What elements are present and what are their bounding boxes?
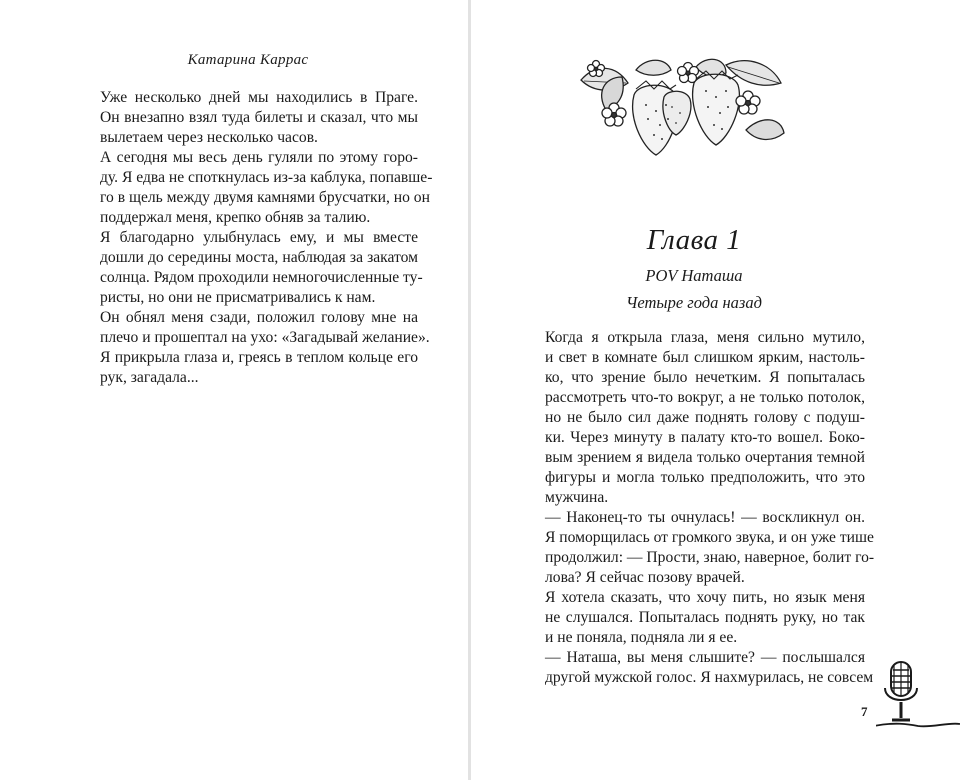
text-line: плечо и прошептал на ухо: «Загадывай желание». [100, 329, 430, 346]
text-line: Я прикрыла глаза и, греясь в теплом кольце его [100, 349, 418, 366]
right-page-text [523, 328, 875, 688]
text-line: рассмотреть что-то вокруг, а не только потолок, [545, 389, 865, 406]
text-line: Уже несколько дней мы находились в Праге. [100, 89, 418, 106]
paragraph [78, 148, 433, 228]
chapter-subtitle-time: Четыре года назад [626, 293, 762, 312]
paragraph [523, 648, 874, 688]
paragraph [78, 228, 423, 308]
text-line: Я хотела сказать, что хочу пить, но язык меня [545, 589, 865, 606]
text-line: но не было сил даже поднять голову с подуш- [545, 409, 865, 426]
text-line: ристы, но они не присматривались к нам. [100, 289, 376, 306]
text-line: и свет в комнате был слишком ярким, настоль- [545, 349, 865, 366]
paragraph [78, 88, 418, 148]
text-line: не слушался. Попыталась поднять руку, но так [545, 609, 865, 626]
text-line: вым зрением я видела только очертания темной [545, 449, 865, 466]
strawberry-ornament-icon [576, 55, 786, 165]
paragraph [523, 328, 865, 508]
text-line: Он внезапно взял туда билеты и сказал, что мы [100, 109, 418, 126]
text-line: Я поморщилась от громкого звука, и он уже тише [545, 529, 874, 546]
paragraph [78, 308, 430, 388]
text-line: — Наташа, вы меня слышите? — послышался [545, 649, 865, 666]
left-page-text [78, 88, 433, 388]
text-line: рук, загадала... [100, 369, 199, 386]
text-line: Он обнял меня сзади, положил голову мне на [100, 309, 418, 326]
text-line: мужчина. [545, 489, 609, 506]
text-line: поддержал меня, крепко обняв за талию. [100, 209, 371, 226]
chapter-subtitle-pov: POV Наташа [645, 266, 743, 285]
text-line: и не поняла, подняла ли я ее. [545, 629, 738, 646]
text-line: Когда я открыла глаза, меня сильно мутило, [545, 329, 865, 346]
text-line: вылетаем через несколько часов. [100, 129, 318, 146]
paragraph [523, 588, 865, 648]
text-line: солнца. Рядом проходили немногочисленные ту- [100, 269, 423, 286]
left-page [0, 0, 469, 780]
chapter-title: Глава 1 [646, 224, 742, 256]
text-line: ко, что зрение было нечетким. Я попыталась [545, 369, 865, 386]
text-line: ки. Через минуту в палату кто-то вошел. Боко- [545, 429, 865, 446]
text-line: — Наконец-то ты очнулась! — воскликнул он. [545, 509, 865, 526]
text-line: дошли до середины моста, наблюдая за закатом [100, 249, 418, 266]
microphone-icon [876, 660, 960, 740]
paragraph [523, 508, 875, 588]
text-line: Я благодарно улыбнулась ему, и мы вместе [100, 229, 418, 246]
text-line: фигуры и могла только предположить, что это [545, 469, 865, 486]
text-line: лова? Я сейчас позову врачей. [545, 569, 745, 586]
running-head-author: Катарина Каррас [187, 52, 309, 68]
text-line: го в щель между двумя камнями брусчатки, но он [100, 189, 430, 206]
text-line: другой мужской голос. Я нахмурилась, не совсем [545, 669, 874, 686]
page-number: 7 [861, 704, 868, 719]
text-line: А сегодня мы весь день гуляли по этому горо- [100, 149, 418, 166]
text-line: продолжил: — Прости, знаю, наверное, болит го- [545, 549, 875, 566]
text-line: ду. Я едва не споткнулась из-за каблука, попавше- [100, 169, 433, 186]
